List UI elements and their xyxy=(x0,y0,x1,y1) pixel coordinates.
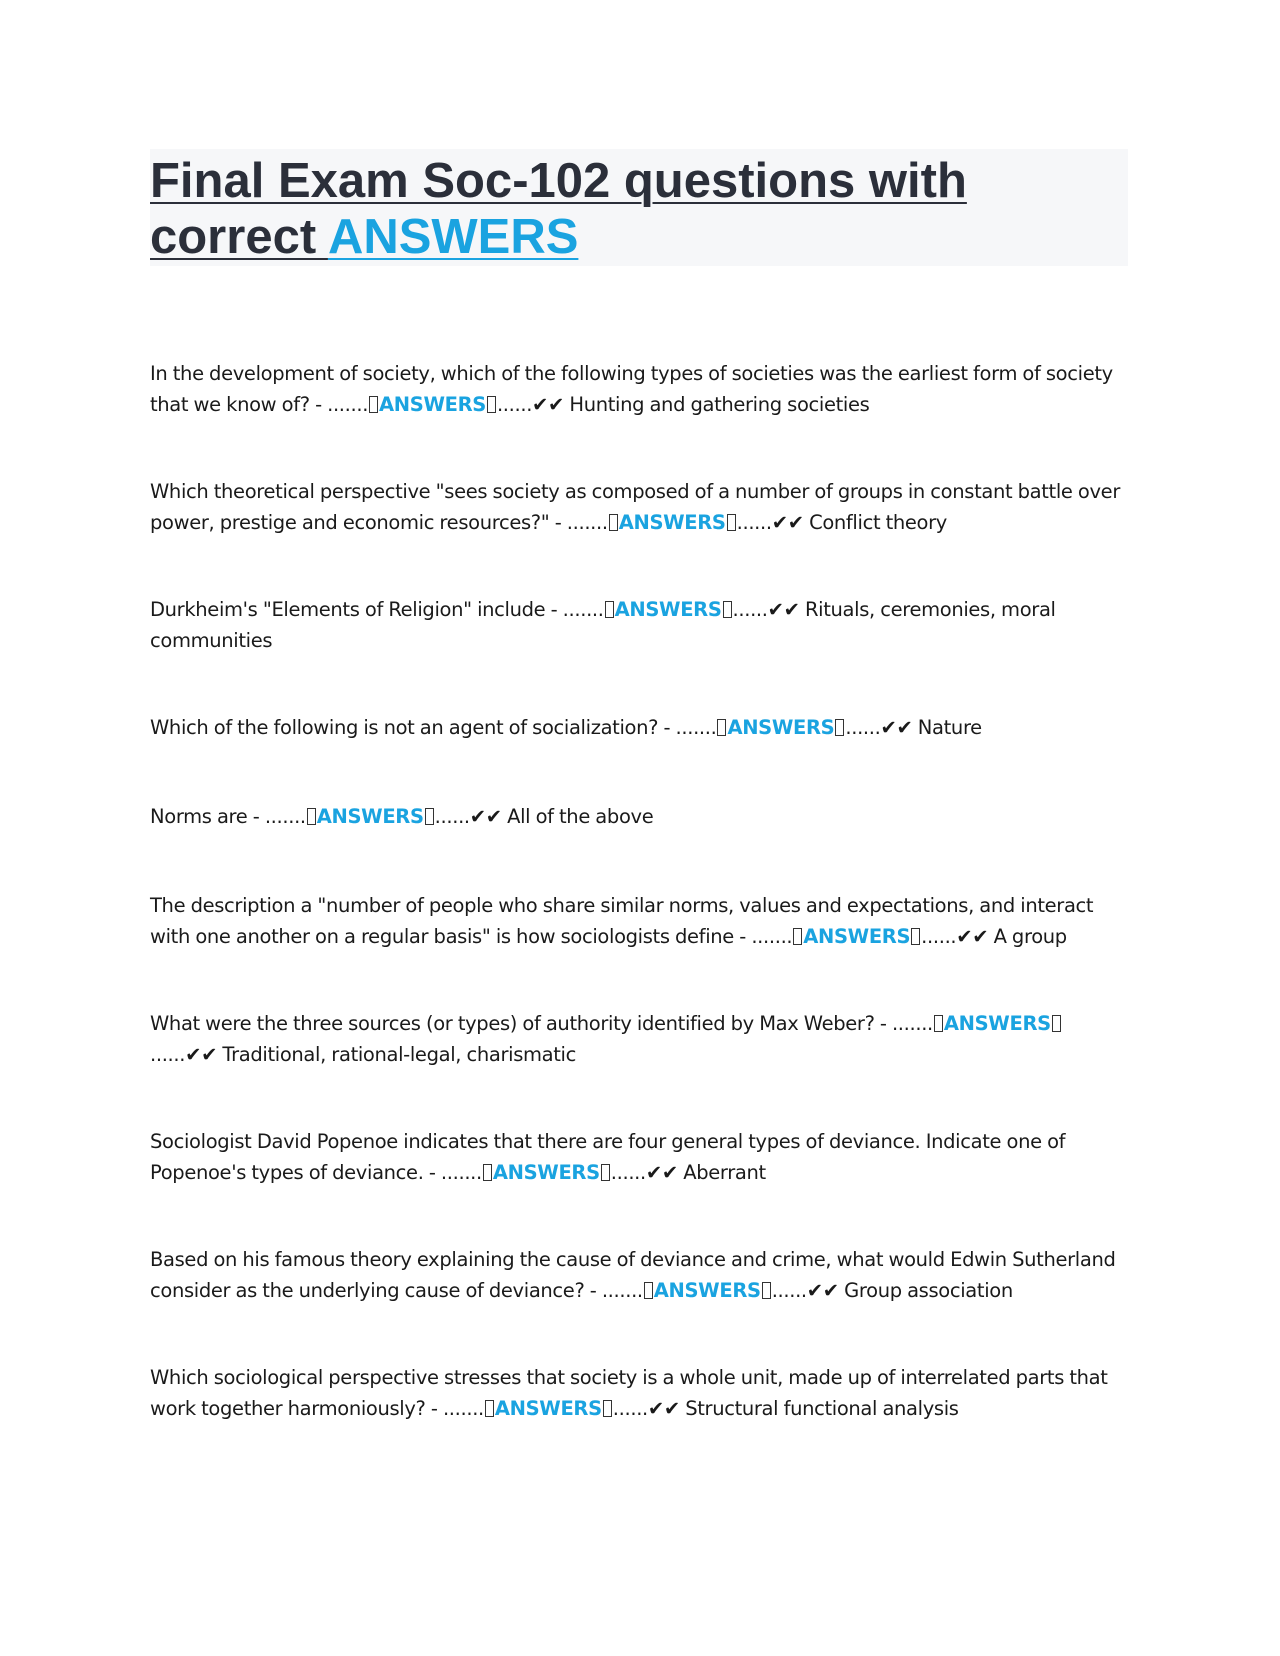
missing-glyph-icon xyxy=(835,719,844,736)
answer-marker-trail: ......✔✔ xyxy=(921,925,994,948)
qa-item xyxy=(150,1008,1120,1070)
answers-label: ANSWERS xyxy=(494,1397,602,1420)
answer-marker-lead: - ....... xyxy=(423,1161,482,1184)
qa-question: The description a "number of people who share similar norms, values and expectations, and interact with one another on a regular basis" is how sociologists define xyxy=(150,894,1094,948)
answer-marker-lead: - ....... xyxy=(425,1397,484,1420)
qa-answer: All of the above xyxy=(507,805,654,828)
missing-glyph-icon xyxy=(369,396,378,413)
qa-question: Which theoretical perspective "sees society as composed of a number of groups in constant battle over power, prestige and economic resources?" xyxy=(150,480,1120,534)
qa-question: Sociologist David Popenoe indicates that there are four general types of deviance. Indicate one of Popenoe's types of deviance. xyxy=(150,1130,1066,1184)
missing-glyph-icon xyxy=(483,1164,492,1181)
answer-marker-trail: ......✔✔ xyxy=(771,1279,845,1302)
answers-label: ANSWERS xyxy=(653,1279,761,1302)
answer-marker-trail: ......✔✔ xyxy=(434,805,508,828)
missing-glyph-icon xyxy=(727,514,736,531)
qa-answer: Traditional, rational-legal, charismatic xyxy=(222,1043,576,1066)
qa-item xyxy=(150,476,1120,538)
qa-question: Based on his famous theory explaining the cause of deviance and crime, what would Edwin Sutherland consider as the underlying cause of deviance? xyxy=(150,1248,1116,1302)
qa-answer: Nature xyxy=(917,716,982,739)
qa-answer: Hunting and gathering societies xyxy=(569,393,870,416)
answer-marker-trail: ......✔✔ xyxy=(150,1043,223,1066)
answers-label: ANSWERS xyxy=(316,805,424,828)
answer-marker-trail: ......✔✔ xyxy=(736,511,810,534)
answer-marker-lead: - ....... xyxy=(874,1012,933,1035)
qa-answer: Conflict theory xyxy=(809,511,947,534)
qa-answer: A group xyxy=(993,925,1067,948)
title-block xyxy=(150,149,1128,266)
missing-glyph-icon xyxy=(911,928,920,945)
answers-label: ANSWERS xyxy=(379,393,486,416)
answers-label: ANSWERS xyxy=(727,716,835,739)
answer-marker-trail: ......✔✔ xyxy=(612,1397,686,1420)
qa-item xyxy=(150,1126,1120,1188)
qa-item xyxy=(150,594,1120,656)
answer-marker-trail: ......✔✔ xyxy=(732,598,805,621)
title-accent-text: ANSWERS xyxy=(327,210,579,264)
answer-marker-lead: - ....... xyxy=(733,925,793,948)
qa-item xyxy=(150,890,1120,952)
qa-item xyxy=(150,712,1120,743)
missing-glyph-icon xyxy=(762,1282,771,1299)
missing-glyph-icon xyxy=(717,719,726,736)
missing-glyph-icon xyxy=(1052,1015,1061,1032)
missing-glyph-icon xyxy=(934,1015,943,1032)
title-main-text: Final Exam Soc-102 questions with correct xyxy=(150,154,967,264)
qa-answer: Rituals, ceremonies, moral communities xyxy=(150,598,1056,652)
qa-question: Durkheim's "Elements of Religion" include xyxy=(150,598,546,621)
answer-marker-lead: - ....... xyxy=(309,393,369,416)
answer-marker-lead: - ....... xyxy=(549,511,608,534)
missing-glyph-icon xyxy=(601,1164,610,1181)
answer-marker-lead: - ....... xyxy=(247,805,306,828)
qa-question: What were the three sources (or types) of authority identified by Max Weber? xyxy=(150,1012,875,1035)
qa-question: Which of the following is not an agent of socialization? xyxy=(150,716,659,739)
qa-item xyxy=(150,1244,1120,1306)
qa-question: Which sociological perspective stresses that society is a whole unit, made up of interrelated parts that work together harmoniously? xyxy=(150,1366,1108,1420)
qa-answer: Structural functional analysis xyxy=(685,1397,959,1420)
missing-glyph-icon xyxy=(485,1400,494,1417)
qa-question: Norms are xyxy=(150,805,248,828)
qa-item xyxy=(150,358,1120,420)
qa-item xyxy=(150,1362,1120,1424)
missing-glyph-icon xyxy=(793,928,802,945)
missing-glyph-icon xyxy=(487,396,496,413)
answer-marker-trail: ......✔✔ xyxy=(610,1161,684,1184)
document-title xyxy=(150,153,1128,265)
missing-glyph-icon xyxy=(307,808,316,825)
missing-glyph-icon xyxy=(609,514,618,531)
missing-glyph-icon xyxy=(605,601,614,618)
answers-label: ANSWERS xyxy=(943,1012,1051,1035)
missing-glyph-icon xyxy=(644,1282,653,1299)
missing-glyph-icon xyxy=(723,601,732,618)
qa-answer: Group association xyxy=(844,1279,1013,1302)
missing-glyph-icon xyxy=(425,808,434,825)
qa-answer: Aberrant xyxy=(683,1161,766,1184)
answer-marker-trail: ......✔✔ xyxy=(845,716,918,739)
qa-item xyxy=(150,801,1120,832)
answers-label: ANSWERS xyxy=(803,925,911,948)
answers-label: ANSWERS xyxy=(492,1161,600,1184)
answer-marker-lead: - ....... xyxy=(545,598,604,621)
missing-glyph-icon xyxy=(603,1400,612,1417)
answer-marker-lead: - ....... xyxy=(658,716,717,739)
qa-question: In the development of society, which of the following types of societies was the earliest form of society that we know of? xyxy=(150,362,1113,416)
answers-label: ANSWERS xyxy=(614,598,722,621)
answer-marker-lead: - ....... xyxy=(584,1279,643,1302)
answers-label: ANSWERS xyxy=(618,511,726,534)
answer-marker-trail: ......✔✔ xyxy=(496,393,570,416)
